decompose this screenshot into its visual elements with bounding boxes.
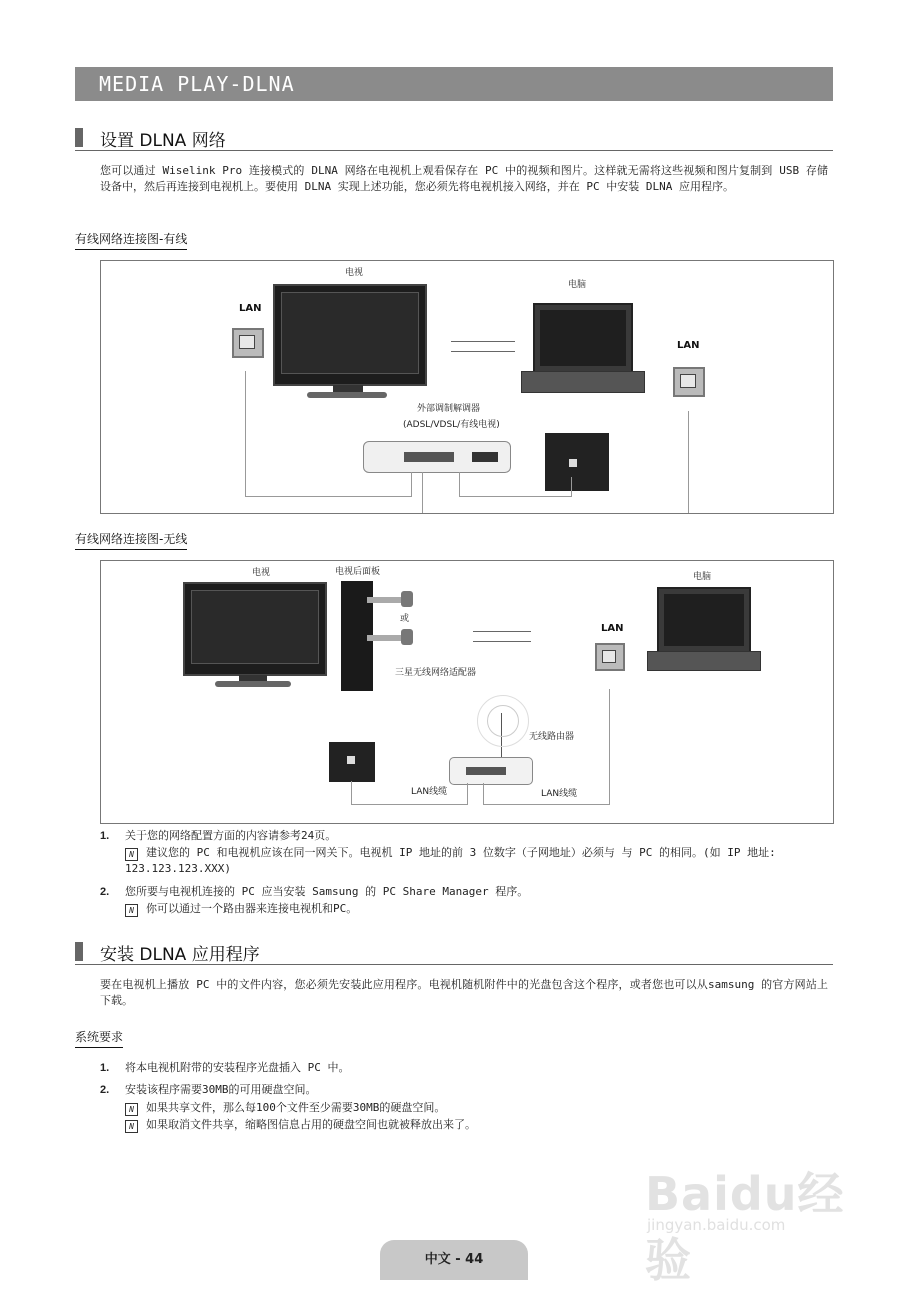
- section-marker: [75, 128, 83, 147]
- note-icon: N: [125, 1103, 138, 1116]
- page-number: 中文 - 44: [424, 1252, 484, 1267]
- usb-dongle-icon: [401, 591, 413, 607]
- cable-label-left: LAN线缆: [411, 787, 448, 797]
- diagram-wireless: [100, 560, 834, 824]
- watermark-url: jingyan.baidu.com: [647, 1216, 786, 1234]
- cable-label-right: LAN线缆: [541, 789, 578, 799]
- wall-jack: [545, 433, 609, 491]
- modem-label: 外部调制解调器: [417, 404, 481, 414]
- list-item-number: 1.: [100, 1062, 110, 1074]
- diagram-wired: [100, 260, 834, 514]
- page-banner-title: MEDIA PLAY-DLNA: [99, 72, 295, 96]
- note-item: [125, 1100, 830, 1116]
- list-item: 您所要与电视机连接的 PC 应当安装 Samsung 的 PC Share Manager 程序。: [125, 885, 529, 898]
- page-footer: [380, 1240, 528, 1280]
- list-item-number: 2.: [100, 886, 110, 898]
- note-icon: N: [125, 904, 138, 917]
- list-item: 关于您的网络配置方面的内容请参考24页。: [125, 829, 337, 842]
- list-item: 将本电视机附带的安装程序光盘插入 PC 中。: [125, 1061, 350, 1074]
- requirements-heading: 系统要求: [75, 1028, 123, 1048]
- section-title: 安装 DLNA 应用程序: [100, 945, 260, 965]
- tv-icon: [273, 284, 427, 386]
- note-text: 如果取消文件共享，缩略图信息占用的硬盘空间也就被释放出来了。: [146, 1118, 476, 1131]
- lan-port-icon: [595, 643, 625, 671]
- note-item: [125, 845, 830, 877]
- laptop-base: [521, 371, 645, 393]
- note-text: 如果共享文件，那么每100个文件至少需要30MB的硬盘空间。: [146, 1101, 446, 1114]
- page-banner: [75, 67, 833, 101]
- lan-label-right: LAN: [677, 340, 700, 351]
- adapter-label: 三星无线网络适配器: [395, 668, 477, 678]
- or-label: 或: [400, 614, 410, 624]
- note-item: [125, 901, 830, 917]
- note-icon: N: [125, 1120, 138, 1133]
- lan-label-left: LAN: [239, 303, 262, 314]
- note-text: 你可以通过一个路由器来连接电视机和PC。: [146, 902, 358, 915]
- note-icon: N: [125, 848, 138, 861]
- pc-label: 电脑: [568, 280, 587, 290]
- notes-list: [100, 828, 830, 923]
- lan-label: LAN: [601, 623, 624, 634]
- diagram-heading-wireless: 有线网络连接图-无线: [75, 530, 187, 550]
- wall-jack: [329, 742, 375, 782]
- section-header-setup: [75, 126, 833, 151]
- note-item: [125, 1117, 830, 1133]
- modem-icon: [363, 441, 511, 473]
- laptop-icon: [657, 587, 751, 653]
- lan-port-icon: [232, 328, 264, 358]
- requirements-list: [100, 1060, 830, 1140]
- section-header-install: [75, 940, 833, 965]
- modem-sublabel: (ADSL/VDSL/有线电视): [403, 420, 500, 430]
- section-title: 设置 DLNA 网络: [100, 131, 226, 151]
- lan-port-icon: [673, 367, 705, 397]
- list-item: 安装该程序需要30MB的可用硬盘空间。: [125, 1083, 317, 1096]
- laptop-icon: [533, 303, 633, 373]
- router-icon: [449, 757, 533, 785]
- tv-label: 电视: [252, 568, 271, 578]
- watermark: [645, 1150, 855, 1287]
- list-item-number: 1.: [100, 830, 110, 842]
- note-text: 建议您的 PC 和电视机应该在同一网关下。电视机 IP 地址的前 3 位数字（子网地址）必须与 与 PC 的相同。(如 IP 地址: 123.123.123.XXX): [125, 846, 776, 875]
- back-panel-label: 电视后面板: [335, 567, 381, 577]
- laptop-base: [647, 651, 761, 671]
- pc-label: 电脑: [693, 572, 712, 582]
- router-label: 无线路由器: [529, 732, 575, 742]
- diagram-heading-wired: 有线网络连接图-有线: [75, 230, 187, 250]
- watermark-logo: Baidu经验: [645, 1167, 845, 1287]
- section-marker: [75, 942, 83, 961]
- list-item-number: 2.: [100, 1084, 110, 1096]
- tv-icon: [183, 582, 327, 676]
- tv-label: 电视: [345, 268, 364, 278]
- section-paragraph: 要在电视机上播放 PC 中的文件内容，您必须先安装此应用程序。电视机随机附件中的光盘包含这个程序，或者您也可以从samsung 的官方网站上下载。: [100, 978, 828, 1007]
- usb-dongle-icon: [401, 629, 413, 645]
- section-paragraph: 您可以通过 Wiselink Pro 连接模式的 DLNA 网络在电视机上观看保存在 PC 中的视频和图片。这样就无需将这些视频和图片复制到 USB 存储设备中，然后再连接到电视机上。要使用 DLNA 实现上述功能，您必须先将电视机接入网络，并在 PC 中安装 DLNA 应用程序。: [100, 164, 828, 193]
